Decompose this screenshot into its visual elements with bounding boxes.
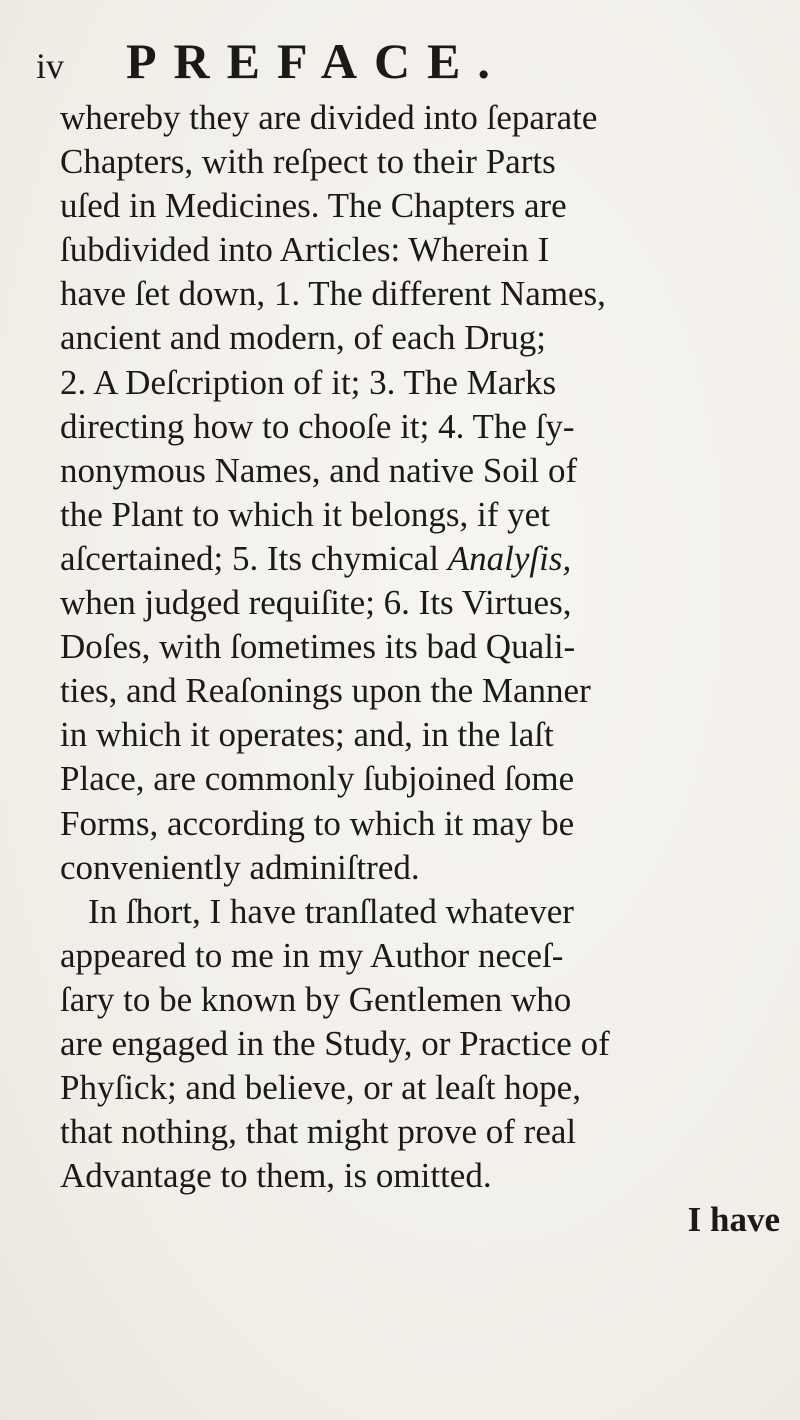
text-line: have ſet down, 1. The different Names, (60, 274, 606, 314)
text-line: when judged requiſite; 6. Its Virtues, (60, 583, 572, 623)
text-line-with-italic (60, 537, 780, 581)
text-segment: aſcertained; 5. Its chymical (60, 538, 448, 578)
text-line: ſary to be known by Gentlemen who (60, 979, 572, 1019)
text-line: ancient and modern, of each Drug; (60, 318, 546, 358)
page-header (36, 33, 756, 96)
text-line: that nothing, that might prove of real (60, 1112, 577, 1152)
text-line: Doſes, with ſometimes its bad Quali- (60, 627, 576, 667)
text-line: Advantage to them, is omitted. (60, 1156, 492, 1196)
text-line: appeared to me in my Author neceſ- (60, 935, 564, 975)
text-line: uſed in Medicines. The Chapters are (60, 186, 567, 226)
page-number: iv (36, 46, 65, 86)
text-line: nonymous Names, and native Soil of (60, 450, 578, 490)
text-line: are engaged in the Study, or Practice of (60, 1023, 610, 1063)
text-line: directing how to chooſe it; 4. The ſy- (60, 406, 575, 446)
body-text (60, 96, 780, 1242)
text-line: Phyſick; and believe, or at leaſt hope, (60, 1068, 581, 1108)
text-line: ties, and Reaſonings upon the Manner (60, 671, 591, 711)
text-line: whereby they are divided into ſeparate (60, 98, 598, 137)
text-line: Place, are commonly ſubjoined ſome (60, 759, 575, 799)
text-line: conveniently adminiſtred. (60, 847, 420, 887)
text-line: the Plant to which it belongs, if yet (60, 494, 550, 534)
text-line: 2. A Deſcription of it; 3. The Marks (60, 362, 557, 402)
text-line-paragraph-start: In ſhort, I have tranſlated whatever (88, 891, 574, 931)
text-line: Chapters, with reſpect to their Parts (60, 142, 556, 182)
italic-word: Analyſis, (447, 538, 572, 578)
catchword: I have (687, 1200, 780, 1240)
running-head: PREFACE. (126, 33, 507, 89)
text-line: Forms, according to which it may be (60, 803, 575, 843)
text-line: ſubdivided into Articles: Wherein I (60, 230, 550, 270)
text-line: in which it operates; and, in the laſt (60, 715, 554, 755)
